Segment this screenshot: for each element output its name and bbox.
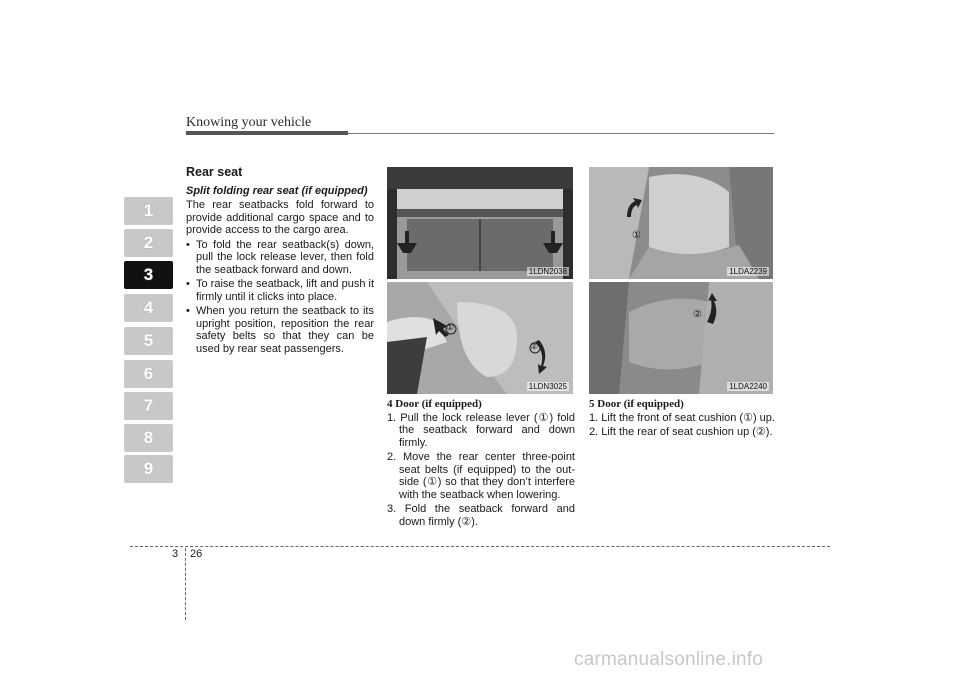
photo-cushion-front — [589, 167, 773, 279]
four-door-title: 4 Door (if equipped) — [387, 398, 482, 410]
section-subheading: Split folding rear seat (if equipped) — [186, 184, 368, 197]
header-rule — [348, 133, 774, 134]
five-door-title: 5 Door (if equipped) — [589, 398, 684, 410]
section-intro: The rear seatbacks fold forward to provide additional cargo space and to provide access to the cargo area. — [186, 199, 374, 236]
photo-code: 1LDA2239 — [729, 267, 767, 276]
page-header-title: Knowing your vehicle — [186, 115, 312, 130]
chapter-tab-6[interactable]: 6 — [124, 360, 173, 388]
footer-page-number: 26 — [190, 548, 203, 560]
bullet-item: • When you return the seatback to its upright position, reposition the rear safety belts so that they can be used by rear seat passengers. — [186, 305, 374, 355]
chapter-tab-1[interactable]: 1 — [124, 197, 173, 225]
chapter-tab-4[interactable]: 4 — [124, 294, 173, 322]
photo-marker-1: ① — [446, 322, 455, 332]
chapter-tab-2[interactable]: 2 — [124, 229, 173, 257]
bullet-item: • To raise the seatback, lift and push it firmly until it clicks into place. — [186, 278, 374, 303]
photo-trunk-levers — [387, 167, 573, 279]
footer-divider — [185, 548, 186, 620]
chapter-tab-7[interactable]: 7 — [124, 392, 173, 420]
chapter-tab-9[interactable]: 9 — [124, 455, 173, 483]
chapter-tab-3[interactable]: 3 — [124, 261, 173, 289]
five-door-instructions — [589, 398, 777, 441]
photo-cushion-rear — [589, 282, 773, 394]
photo-marker-2: ② — [693, 309, 702, 320]
photo-marker-1: ① — [632, 230, 641, 241]
bullet-item: • To fold the rear seatback(s) down, pull the lock release lever, then fold the seatback forward and down. — [186, 239, 374, 277]
photo-code: 1LDA2240 — [729, 382, 767, 391]
header-bar — [186, 131, 348, 135]
rear-seat-section — [186, 166, 374, 357]
footer-rule — [130, 546, 830, 547]
photo-pull-lever — [387, 282, 573, 394]
photo-code: 1LDN2038 — [528, 267, 567, 276]
step-item: 2. Move the rear center three-point seat belts (if equipped) to the out-side (①) so that they don’t interfere with the seatback when lowering. — [387, 451, 575, 501]
step-item: 1. Pull the lock release lever (①) fold the seatback forward and down firmly. — [387, 411, 575, 449]
photo-marker-2: ② — [530, 341, 539, 351]
footer-section-number: 3 — [172, 548, 179, 560]
photo-code: 1LDN3025 — [528, 382, 567, 391]
section-heading: Rear seat — [186, 165, 243, 179]
step-item: 2. Lift the rear of seat cushion up (②). — [589, 426, 773, 438]
watermark-link[interactable]: carmanualsonline.info — [574, 649, 764, 670]
chapter-tab-8[interactable]: 8 — [124, 424, 173, 452]
step-item: 3. Fold the seatback forward and down firmly (②). — [387, 503, 575, 528]
four-door-instructions — [387, 398, 575, 530]
step-item: 1. Lift the front of seat cushion (①) up. — [589, 411, 775, 424]
instruction-list — [186, 239, 374, 356]
chapter-tab-5[interactable]: 5 — [124, 327, 173, 355]
